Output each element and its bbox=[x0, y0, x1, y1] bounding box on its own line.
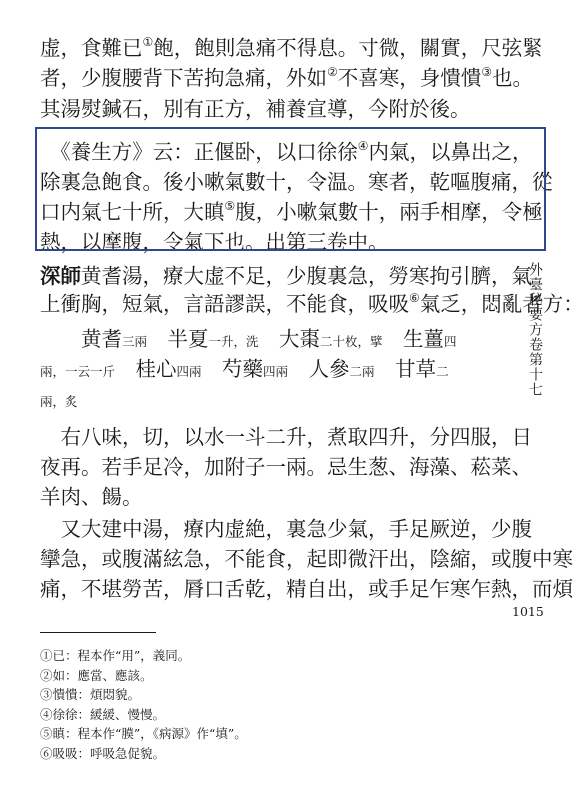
dosage-note: 兩，一云一斤 bbox=[40, 364, 116, 379]
text-segment: 其湯熨鍼石，別有正方，補養宣導，今附於後。 bbox=[40, 97, 471, 121]
footnote: ④徐徐：緩緩、慢慢。 bbox=[40, 706, 166, 722]
dosage-note: 四兩 bbox=[263, 364, 289, 379]
text-segment: 桂心 bbox=[115, 357, 177, 381]
text-segment: 人參 bbox=[288, 357, 350, 381]
text-segment: 内氣，以鼻出之， bbox=[368, 140, 533, 164]
text-line bbox=[40, 385, 502, 416]
text-line bbox=[40, 262, 532, 290]
text-line bbox=[40, 64, 534, 92]
dosage-note: 一升，洗 bbox=[208, 334, 259, 349]
dosage-note: 兩，炙 bbox=[40, 394, 78, 409]
text-line bbox=[40, 325, 502, 356]
footnote-marker: ① bbox=[142, 35, 154, 49]
text-segment: 口内氣七十所，大瞋 bbox=[40, 200, 225, 224]
text-segment: 甘草 bbox=[374, 357, 437, 381]
dosage-note: 二兩 bbox=[349, 364, 375, 379]
text-line bbox=[40, 95, 502, 123]
text-segment: 腹，小嗽氣數十，兩手相摩，令極 bbox=[235, 200, 543, 224]
text-segment: 夜再。若手足冷，加附子一兩。忌生葱、海藻、菘菜、 bbox=[40, 455, 532, 479]
footnote-marker: ② bbox=[327, 65, 338, 79]
text-segment: 芍藥 bbox=[201, 357, 264, 381]
text-segment: 攣急，或腹滿絃急，不能食，起即微汗出，陰縮，或腹中寒 bbox=[40, 547, 573, 571]
text-segment: 氣乏，悶亂者方： bbox=[419, 292, 584, 316]
text-line bbox=[40, 545, 573, 573]
text-line bbox=[40, 290, 584, 318]
text-segment: 黄耆湯，療大虚不足，少腹裏急，勞寒拘引臍，氣 bbox=[81, 264, 532, 288]
text-segment: 上衝胸，短氣，言語謬誤，不能食，吸吸 bbox=[40, 292, 409, 316]
text-line bbox=[40, 453, 532, 481]
text-line bbox=[40, 34, 543, 62]
highlight-box bbox=[35, 127, 546, 251]
text-line bbox=[40, 575, 573, 603]
text-line bbox=[40, 423, 532, 451]
footnote: ⑥吸吸：呼吸急促貌。 bbox=[40, 745, 166, 761]
text-segment: 《養生方》云：正偃卧，以口徐徐 bbox=[40, 140, 358, 164]
dosage-note: 四兩 bbox=[176, 364, 202, 379]
running-head: 外臺秘要方卷第十七 bbox=[527, 262, 543, 397]
text-segment: 熱，以摩腹，令氣下也。出第三卷中。 bbox=[40, 230, 389, 254]
dosage-note: 三兩 bbox=[122, 334, 148, 349]
text-segment: 者，少腹腰背下苦拘急痛，外如 bbox=[40, 66, 327, 90]
text-segment: 右八味，切，以水一斗二升，煮取四升，分四服，日 bbox=[40, 425, 532, 449]
footnote: ⑤瞋：程本作“膜”，《病源》作“填”。 bbox=[40, 726, 247, 742]
text-segment: 羊肉、餳。 bbox=[40, 485, 143, 509]
dosage-note: 四 bbox=[444, 334, 457, 349]
dosage-note: 二十枚，擘 bbox=[320, 334, 383, 349]
text-segment: 深師 bbox=[40, 264, 81, 288]
footnote-marker: ③ bbox=[481, 65, 493, 79]
text-segment: 半夏 bbox=[147, 327, 209, 351]
footnote-marker: ⑤ bbox=[224, 199, 236, 213]
text-line bbox=[40, 355, 502, 386]
footnote: ①已：程本作“用”，義同。 bbox=[40, 648, 191, 663]
dosage-note: 二 bbox=[436, 364, 449, 379]
text-segment: 大棗 bbox=[258, 327, 321, 351]
footnote: ③憒憒：煩悶貌。 bbox=[40, 687, 141, 703]
footnote: ②如：應當、應該。 bbox=[40, 667, 153, 683]
footnote-marker: ④ bbox=[357, 139, 369, 153]
footnotes bbox=[40, 646, 500, 764]
text-segment: 虚，食難已 bbox=[40, 36, 143, 60]
footnote-divider bbox=[40, 632, 156, 633]
page-number: 1015 bbox=[512, 604, 544, 619]
footnote-marker: ⑥ bbox=[409, 291, 420, 305]
text-segment: 又大建中湯，療内虚絶，裏急少氣，手足厥逆，少腹 bbox=[40, 517, 532, 541]
text-segment: 生薑 bbox=[382, 327, 445, 351]
text-segment: 黄耆 bbox=[40, 327, 122, 351]
text-segment: 痛，不堪勞苦，脣口舌乾，精自出，或手足乍寒乍熱，而煩 bbox=[40, 577, 573, 601]
text-segment: 除裏急飽食。後小嗽氣數十，令温。寒者，乾嘔腹痛，從 bbox=[40, 170, 553, 194]
text-line bbox=[40, 515, 532, 543]
text-line bbox=[40, 483, 502, 511]
text-segment: 也。 bbox=[492, 66, 534, 90]
text-segment: 不喜寒，身憒憒 bbox=[337, 66, 482, 90]
text-segment: 飽，飽則急痛不得息。寸微，關實，尺弦緊 bbox=[153, 36, 543, 60]
